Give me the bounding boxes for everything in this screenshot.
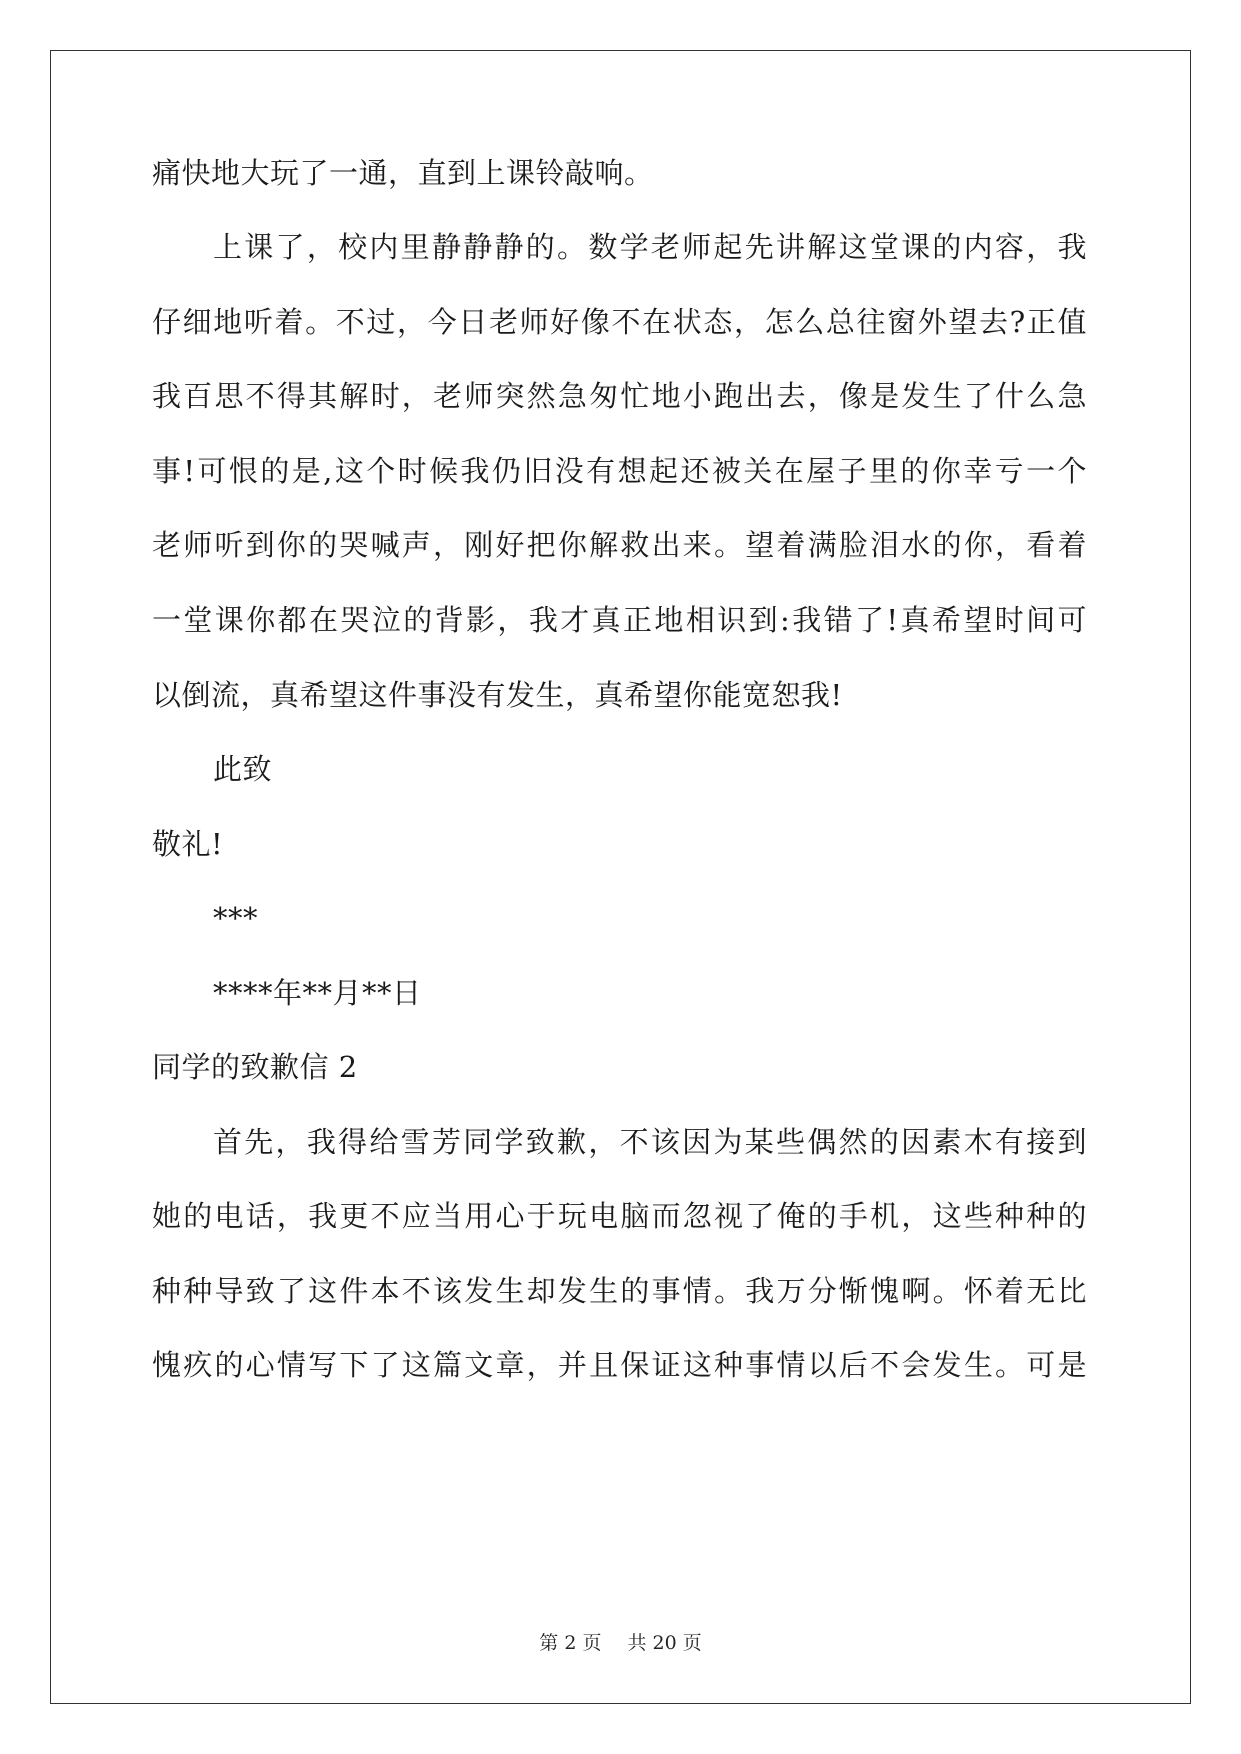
paragraph-line: 老师听到你的哭喊声，刚好把你解救出来。望着满脸泪水的你，看着 [152, 528, 1087, 562]
paragraph-line: 以倒流，真希望这件事没有发生，真希望你能宽恕我! [152, 678, 843, 712]
paragraph-line: 仔细地听着。不过，今日老师好像不在状态，怎么总往窗外望去?正值 [152, 305, 1087, 339]
closing-line: 此致 [213, 752, 273, 786]
paragraph-line: 上课了，校内里静静静的。数学老师起先讲解这堂课的内容，我 [213, 230, 1087, 264]
paragraph-line: 事!可恨的是,这个时候我仍旧没有想起还被关在屋子里的你幸亏一个 [152, 454, 1087, 488]
paragraph-line: 痛快地大玩了一通，直到上课铃敲响。 [152, 156, 654, 190]
page-border [50, 50, 1191, 1704]
paragraph-line: 她的电话，我更不应当用心于玩电脑而忽视了俺的手机，这些种种的 [152, 1199, 1087, 1233]
section-title: 同学的致歉信 2 [152, 1050, 358, 1084]
paragraph-line: 愧疚的心情写下了这篇文章，并且保证这种事情以后不会发生。可是 [152, 1348, 1087, 1382]
paragraph-line: 我百思不得其解时，老师突然急匆忙地小跑出去，像是发生了什么急 [152, 379, 1087, 413]
paragraph-line: 种种导致了这件本不该发生却发生的事情。我万分惭愧啊。怀着无比 [152, 1274, 1087, 1308]
paragraph-line: 一堂课你都在哭泣的背影，我才真正地相识到:我错了!真希望时间可 [152, 603, 1087, 637]
page-total: 共 20 页 [627, 1632, 702, 1654]
paragraph-line: 首先，我得给雪芳同学致歉，不该因为某些偶然的因素木有接到 [213, 1125, 1087, 1159]
page-footer [0, 1631, 1241, 1655]
salutation-line: 敬礼! [152, 827, 224, 861]
page-number: 第 2 页 [539, 1632, 602, 1654]
date-line: ****年**月**日 [213, 976, 422, 1010]
signature-line: *** [213, 901, 258, 935]
